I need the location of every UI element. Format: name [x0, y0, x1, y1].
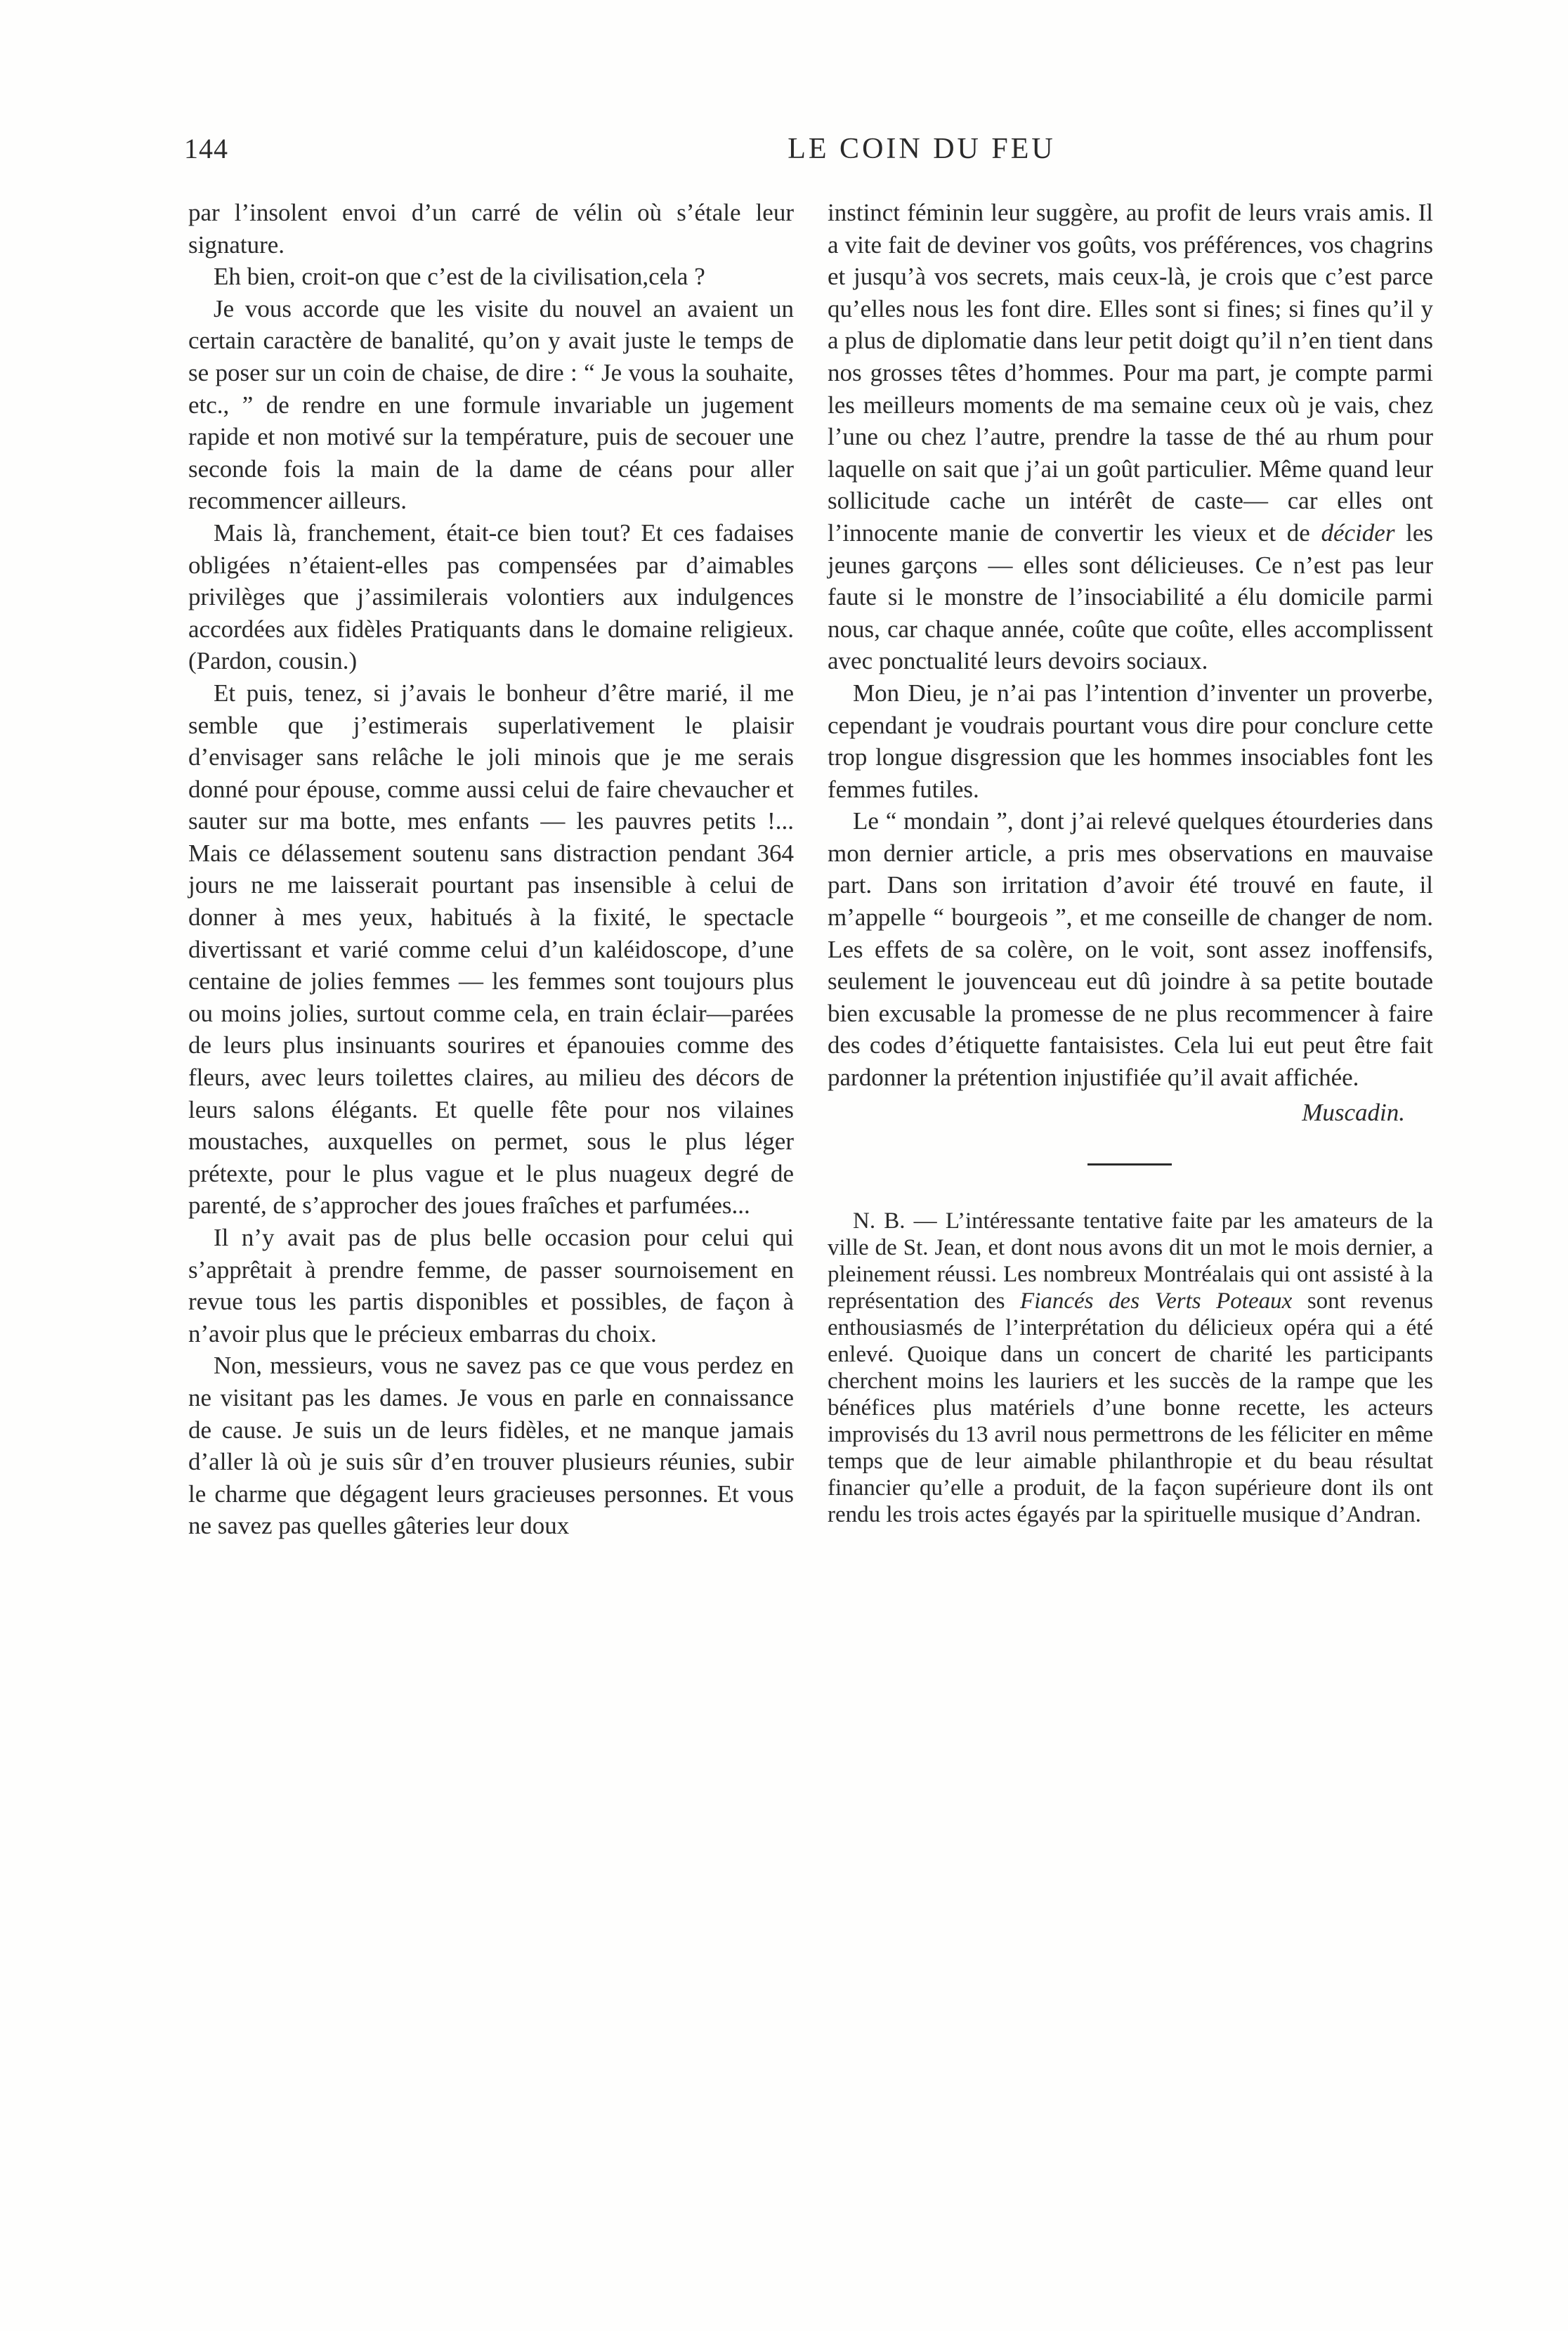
italic-title: Fiancés des Verts Poteaux	[1020, 1288, 1293, 1314]
text-run: sont revenus enthousiasmés de l’interprétation du délicieux opéra qui a été enlevé. Quoique dans un concert de charité les participants cherchent moins les lauriers et les succès de la rampe que les bénéfices plus matériels d’une bonne recette, les acteurs improvisés du 13 avril nous permettrons de les féliciter en même temps que de leur aimable philanthropie et du beau résultat financier qu’elle a produit, de la façon supérieure dont ils ont rendu les trois actes égayés par la spirituelle musique d’Andran.	[828, 1288, 1434, 1528]
nota-bene-note	[828, 1208, 1433, 1528]
author-signature: Muscadin.	[1302, 1098, 1405, 1126]
paragraph: Je vous accorde que les visite du nouvel an avaient un certain caractère de banalité, qu’on y avait juste le temps de se poser sur un coin de chaise, de dire : “ Je vous la souhaite, etc., ” de rendre en une formule invariable un jugement rapide et non motivé sur la température, puis de secouer une seconde fois la main de la dame de céans pour aller recommencer ailleurs.	[188, 294, 794, 515]
paragraph: Non, messieurs, vous ne savez pas ce que vous perdez en ne visitant pas les dames. Je vous en parle en connaissance de cause. Je suis un de leurs fidèles, et ne manque jamais d’aller là où je suis sûr d’en trouver plusieurs réunies, subir le charme que dégagent leurs gracieuses personnes. Et vous ne savez pas quelles gâteries leur doux	[188, 1352, 794, 1540]
paragraph: Mais là, franchement, était-ce bien tout? Et ces fadaises obligées n’étaient-elles pas compensées par d’aimables privilèges que j’assimilerais volontiers aux indulgences accordées aux fidèles Pratiquants dans le domaine religieux. (Pardon, cousin.)	[188, 518, 794, 675]
section-divider	[1087, 1163, 1172, 1166]
page-number: 144	[184, 133, 228, 164]
paragraph: Eh bien, croit-on que c’est de la civilisation,cela ?	[214, 263, 705, 291]
running-title: LE COIN DU FEU	[788, 133, 1056, 165]
paragraph: Il n’y avait pas de plus belle occasion pour celui qui s’apprêtait à prendre femme, de passer sournoisement en revue tous les partis disponibles et possibles, de façon à n’avoir plus que le précieux embarras du choix.	[188, 1224, 794, 1347]
paragraph: par l’insolent envoi d’un carré de vélin où s’étale leur signature.	[188, 199, 794, 259]
paragraph	[828, 197, 1433, 677]
text-run: les jeunes garçons — elles sont délicieuses. Ce n’est pas leur faute si le monstre de l’insociabilité a élu domicile parmi nous, car chaque année, coûte que coûte, elles accomplissent avec ponctualité leurs devoirs sociaux.	[828, 518, 1433, 675]
paragraph	[828, 1208, 1433, 1528]
left-column	[188, 197, 794, 1542]
text-run: instinct féminin leur suggère, au profit de leurs vrais amis. Il a vite fait de deviner vos goûts, vos préférences, vos chagrins et jusqu’à vos secrets, mais ceux-là, je crois que c’est parce qu’elles nous les font dire. Elles sont si fines; si fines qu’il y a plus de diplomatie dans leur petit doigt qu’il n’en tient dans nos grosses têtes d’hommes. Pour ma part, je compte parmi les meilleurs moments de ma semaine ceux où je vais, chez l’une ou chez l’autre, prendre la tasse de thé au rhum pour laquelle on sait que j’ai un goût particulier. Même quand leur sollicitude cache un intérêt de caste— car elles ont l’innocente manie de convertir les vieux et de	[828, 199, 1433, 547]
text-run: N. B. — L’intéressante tentative faite par les amateurs de la ville de St. Jean, et dont nous avons dit un mot le mois dernier, a pleinement réussi. Les nombreux Montréalais qui ont assisté à la représentation des	[828, 1208, 1433, 1314]
right-column	[828, 197, 1433, 1528]
paragraph: Et puis, tenez, si j’avais le bonheur d’être marié, il me semble que j’estimerais superlativement le plaisir d’envisager sans relâche le joli minois que je me serais donné pour épouse, comme aussi celui de faire chevaucher et sauter sur ma botte, mes enfants — les pauvres petits !... Mais ce délassement soutenu sans distraction pendant 364 jours ne me laisserait pourtant pas insensible à celui de donner à mes yeux, habitués à la fixité, le spectacle divertissant et varié comme celui d’un kaléidoscope, d’une centaine de jolies femmes — les femmes sont toujours plus ou moins jolies, surtout comme cela, en train éclair—parées de leurs plus insinuants sourires et épanouies comme des fleurs, avec leurs toilettes claires, au milieu des décors de leurs salons élégants. Et quelle fête pour nos vilaines moustaches, auxquelles on permet, sous le plus léger prétexte, pour le plus vague et le plus nuageux degré de parenté, de s’approcher des joues fraîches et parfumées...	[188, 679, 794, 1220]
page-header	[184, 132, 1420, 174]
italic-word: décider	[1321, 518, 1395, 547]
paragraph: Le “ mondain ”, dont j’ai relevé quelques étourderies dans mon dernier article, a pris mes observations en mauvaise part. Dans son irritation d’avoir été trouvé en faute, il m’appelle “ bourgeois ”, et me conseille de changer de nom. Les effets de sa colère, on le voit, sont assez inoffensifs, seulement le jouvenceau eut dû joindre à sa petite boutade bien excusable la promesse de ne plus recommencer à faire des codes d’étiquette fantaisistes. Cela lui eut peut être fait pardonner la prétention injustifiée qu’il avait affichée.	[828, 807, 1433, 1092]
paragraph: Mon Dieu, je n’ai pas l’intention d’inventer un proverbe, cependant je voudrais pourtant vous dire pour conclure cette trop longue disgression que les hommes insociables font les femmes futiles.	[828, 679, 1433, 803]
